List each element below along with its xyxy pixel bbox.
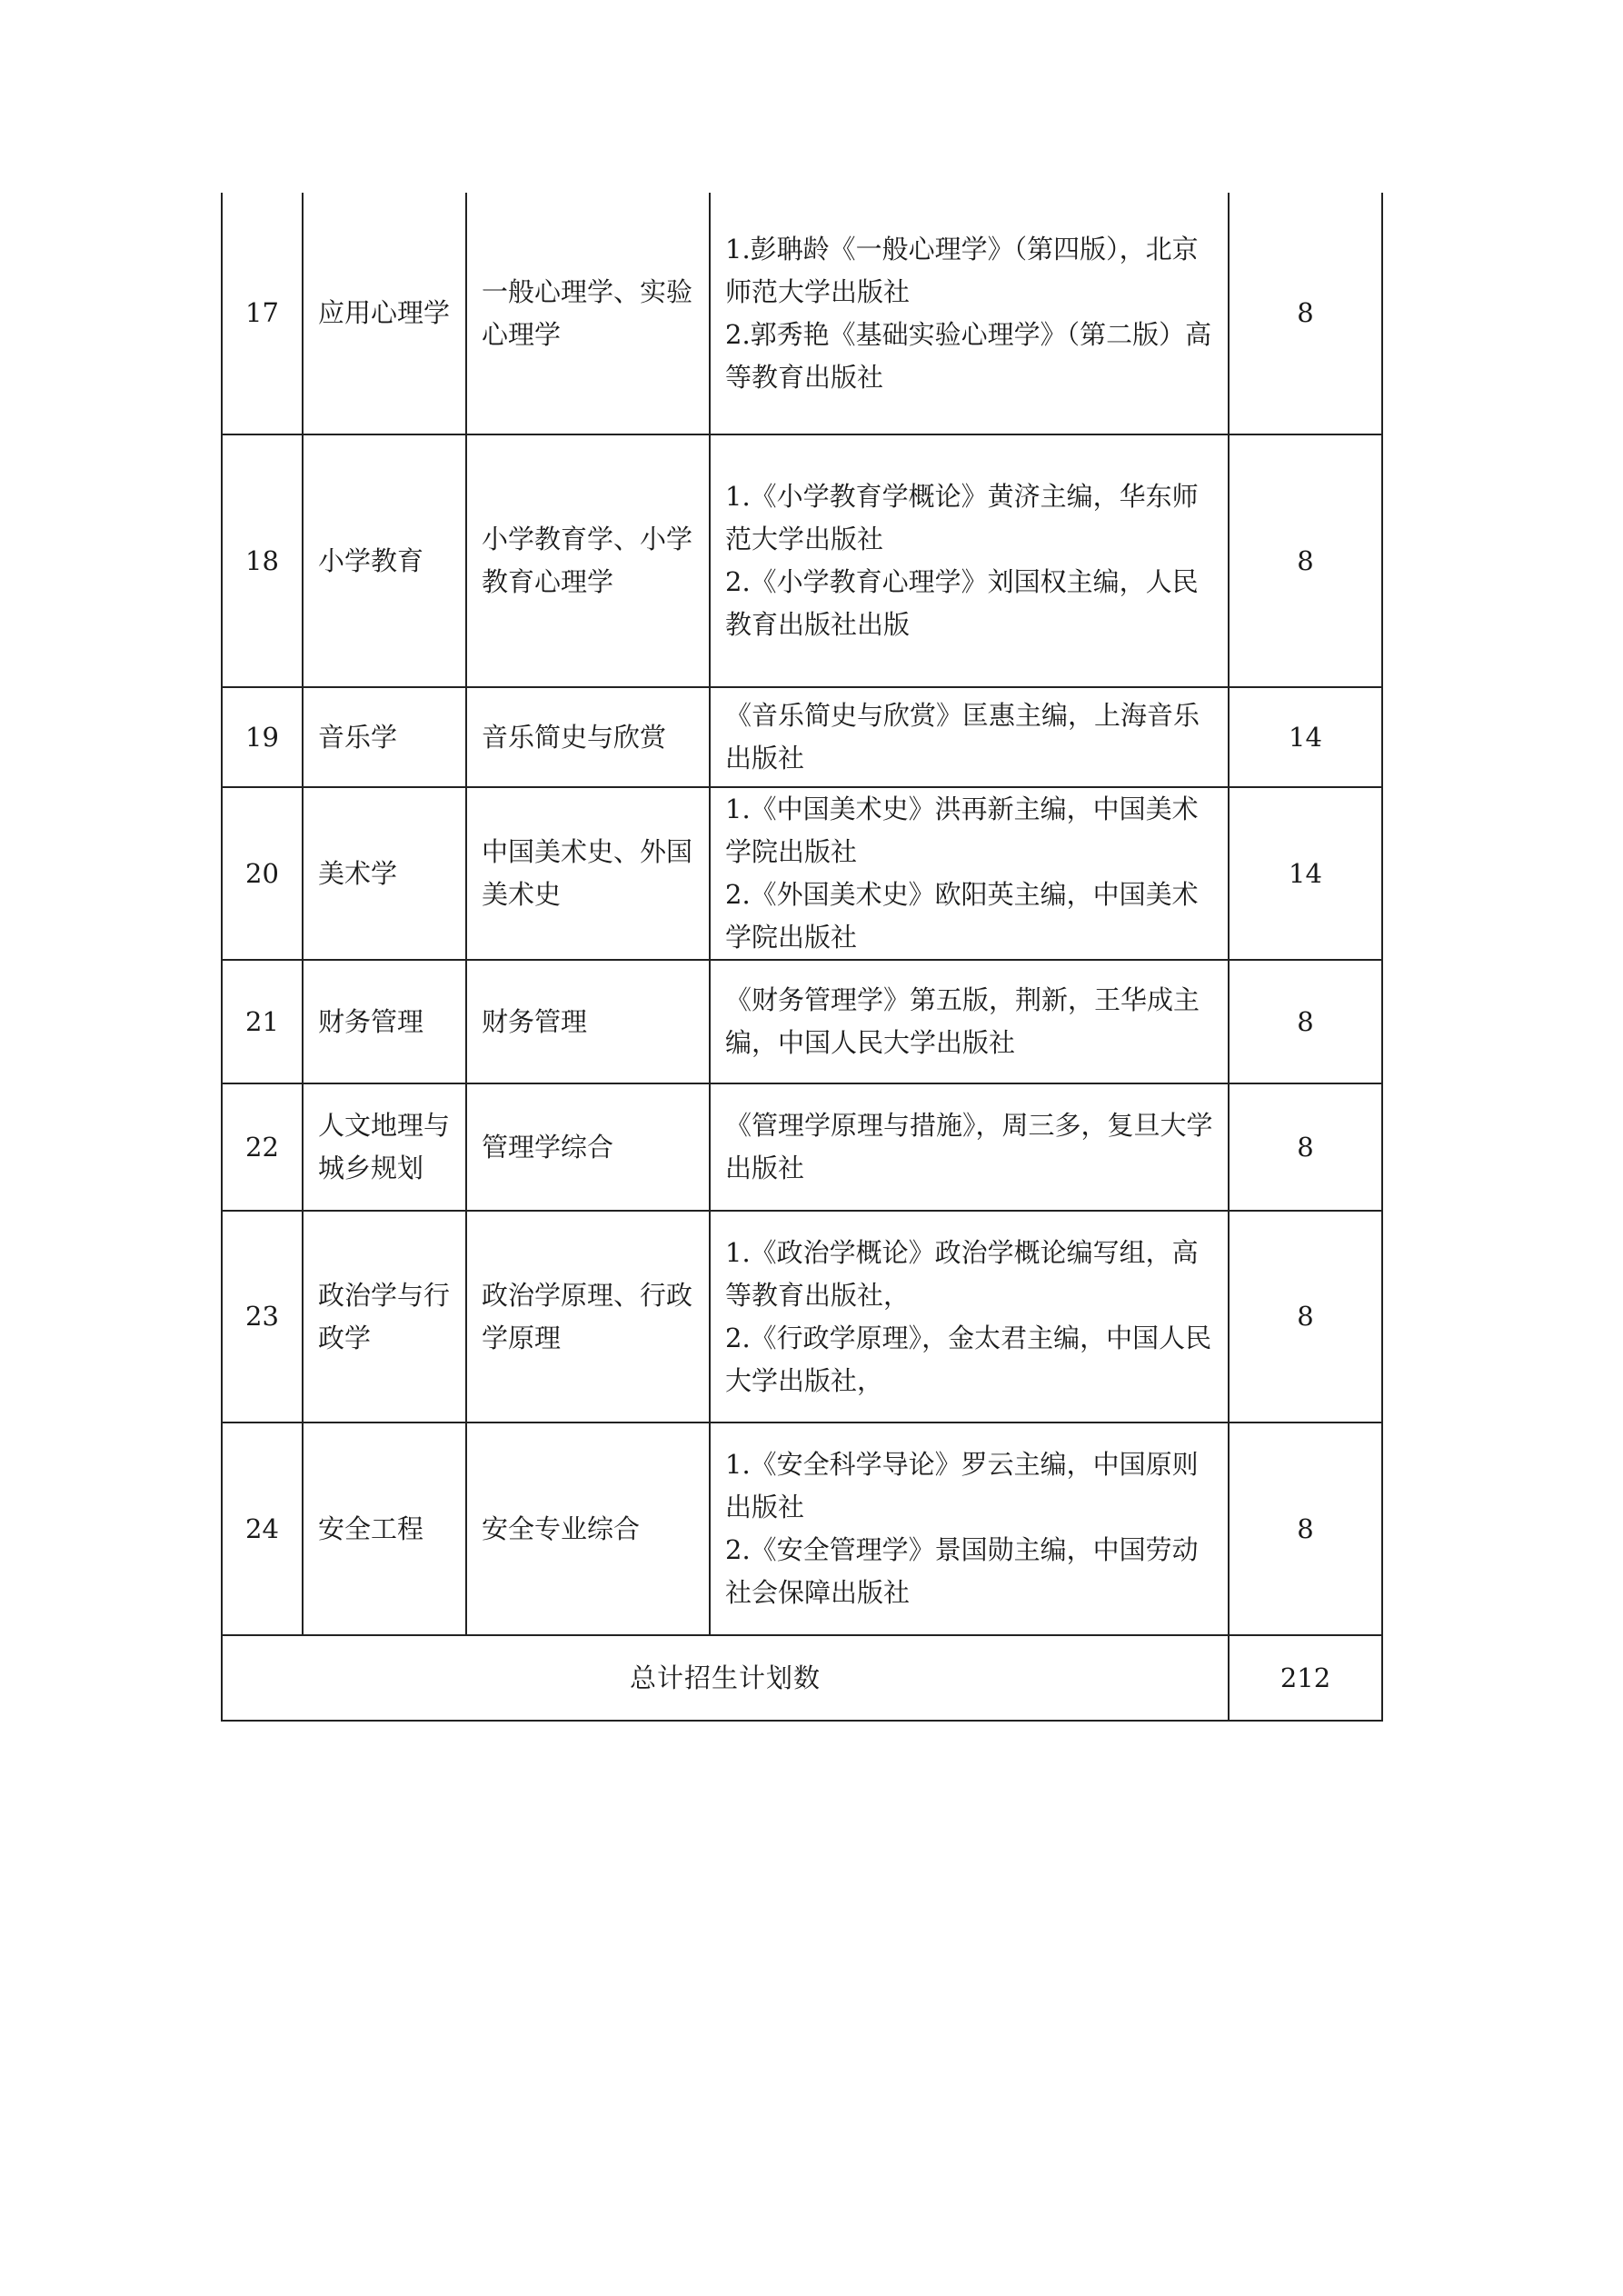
reference-books: [710, 1083, 1229, 1211]
major-name: 应用心理学: [303, 193, 466, 434]
book-entry: 《音乐简史与欣赏》匡惠主编，上海音乐出版社: [725, 700, 1200, 774]
exam-subject: 小学教育学、小学教育心理学: [466, 434, 710, 687]
reference-books: [710, 434, 1229, 687]
reference-books: [710, 687, 1229, 787]
book-entry: 1.《政治学概论》政治学概论编写组，高等教育出版社，: [725, 1236, 1199, 1311]
total-row: [222, 1635, 1382, 1721]
book-entry: 2.《小学教育心理学》刘国权主编，人民教育出版社出版: [725, 566, 1199, 640]
exam-subject: 财务管理: [466, 960, 710, 1083]
row-number: 23: [222, 1211, 303, 1423]
table-row: [222, 1083, 1382, 1211]
reference-books: [710, 787, 1229, 960]
table-row: [222, 1423, 1382, 1635]
major-name: 财务管理: [303, 960, 466, 1083]
major-name: 人文地理与城乡规划: [303, 1083, 466, 1211]
row-number: 17: [222, 193, 303, 434]
row-number: 19: [222, 687, 303, 787]
exam-subject: 政治学原理、行政学原理: [466, 1211, 710, 1423]
major-name: 政治学与行政学: [303, 1211, 466, 1423]
book-entry: 《财务管理学》第五版，荆新，王华成主编，中国人民大学出版社: [725, 984, 1200, 1058]
book-entry: 2.《安全管理学》景国勋主编，中国劳动社会保障出版社: [725, 1534, 1199, 1608]
table-row: [222, 193, 1382, 434]
exam-subject: 音乐简史与欣赏: [466, 687, 710, 787]
reference-books: [710, 1423, 1229, 1635]
book-entry: 2.郭秀艳《基础实验心理学》（第二版）高等教育出版社: [725, 318, 1212, 393]
major-name: 小学教育: [303, 434, 466, 687]
exam-subject: 中国美术史、外国美术史: [466, 787, 710, 960]
enrollment-count: 8: [1229, 960, 1382, 1083]
table-row: [222, 687, 1382, 787]
book-entry: 1.彭聃龄《一般心理学》（第四版），北京师范大学出版社: [725, 233, 1199, 307]
total-value: 212: [1229, 1635, 1382, 1721]
major-name: 安全工程: [303, 1423, 466, 1635]
book-entry: 1.《安全科学导论》罗云主编，中国原则出版社: [725, 1449, 1199, 1522]
row-number: 20: [222, 787, 303, 960]
major-name: 美术学: [303, 787, 466, 960]
reference-books: [710, 193, 1229, 434]
admissions-table: [221, 193, 1383, 1722]
enrollment-count: 8: [1229, 1423, 1382, 1635]
enrollment-count: 8: [1229, 1083, 1382, 1211]
total-label: 总计招生计划数: [222, 1635, 1229, 1721]
book-entry: 1.《小学教育学概论》黄济主编，华东师范大学出版社: [725, 481, 1199, 554]
enrollment-count: 14: [1229, 687, 1382, 787]
enrollment-count: 14: [1229, 787, 1382, 960]
table-row: [222, 960, 1382, 1083]
major-name: 音乐学: [303, 687, 466, 787]
enrollment-count: 8: [1229, 434, 1382, 687]
enrollment-count: 8: [1229, 193, 1382, 434]
table-row: [222, 1211, 1382, 1423]
book-entry: 2.《行政学原理》，金太君主编，中国人民大学出版社，: [725, 1322, 1212, 1396]
row-number: 18: [222, 434, 303, 687]
book-entry: 《管理学原理与措施》，周三多，复旦大学出版社: [725, 1110, 1213, 1183]
reference-books: [710, 1211, 1229, 1423]
table-row: [222, 434, 1382, 687]
table-body: [222, 193, 1382, 1721]
row-number: 21: [222, 960, 303, 1083]
exam-subject: 一般心理学、实验心理学: [466, 193, 710, 434]
book-entry: 1.《中国美术史》洪再新主编，中国美术学院出版社: [725, 794, 1199, 867]
row-number: 24: [222, 1423, 303, 1635]
reference-books: [710, 960, 1229, 1083]
book-entry: 2.《外国美术史》欧阳英主编，中国美术学院出版社: [725, 879, 1199, 953]
table-row: [222, 787, 1382, 960]
row-number: 22: [222, 1083, 303, 1211]
enrollment-count: 8: [1229, 1211, 1382, 1423]
exam-subject: 安全专业综合: [466, 1423, 710, 1635]
exam-subject: 管理学综合: [466, 1083, 710, 1211]
